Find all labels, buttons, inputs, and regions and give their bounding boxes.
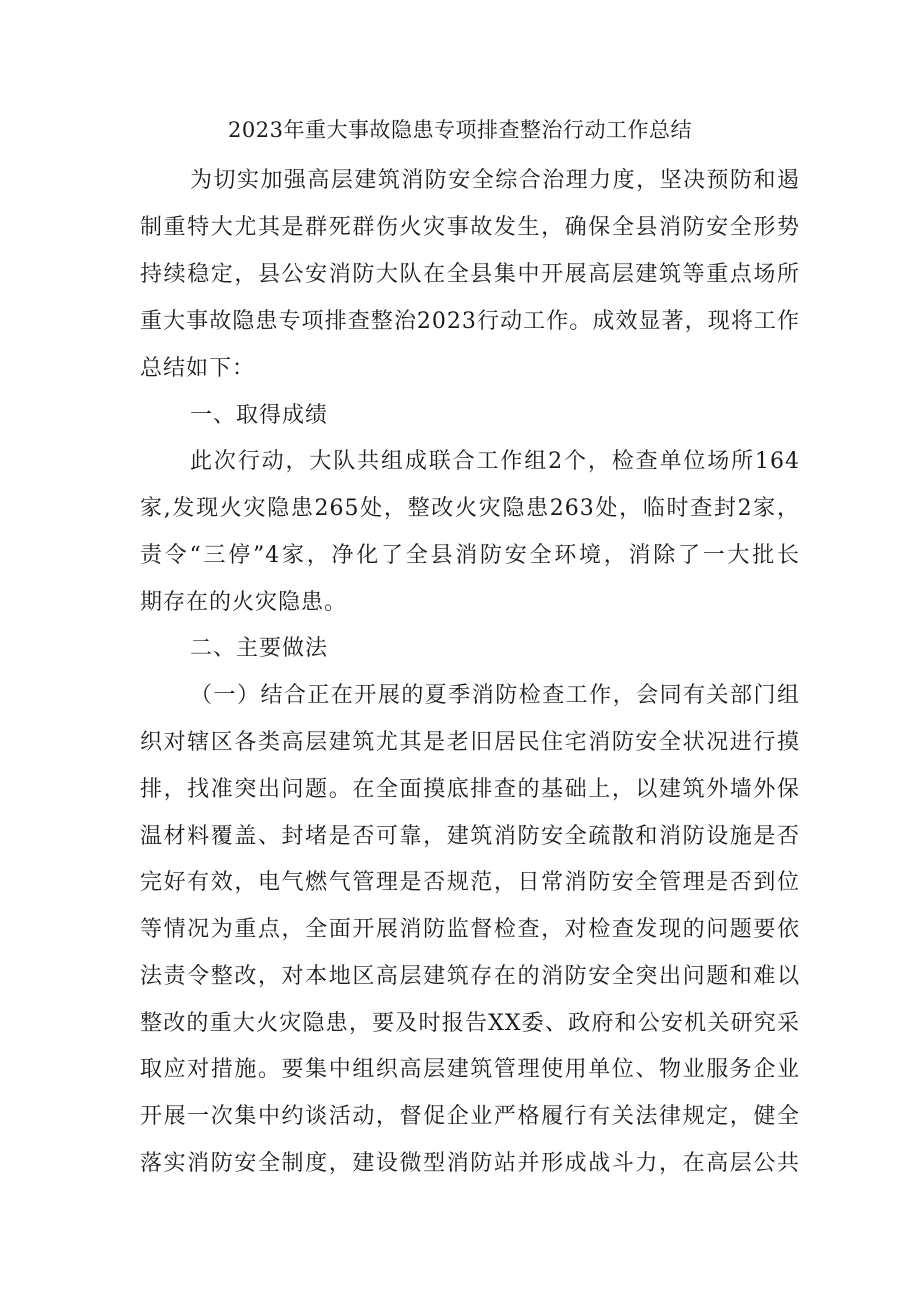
paragraph-line: 落实消防安全制度，建设微型消防站并形成战斗力，在高层公共 bbox=[140, 1151, 800, 1176]
paragraph-line: 取应对措施。要集中组织高层建筑管理使用单位、物业服务企业 bbox=[140, 1057, 800, 1082]
paragraph-line: 责令“三停”4家，净化了全县消防安全环境，消除了一大批长 bbox=[140, 543, 800, 568]
paragraph-line: 家,发现火灾隐患265处，整改火灾隐患263处，临时查封2家， bbox=[140, 496, 800, 521]
paragraph-line: 整改的重大火灾隐患，要及时报告XX委、政府和公安机关研究采 bbox=[140, 1011, 800, 1036]
paragraph-line: 等情况为重点，全面开展消防监督检查，对检查发现的问题要依 bbox=[140, 917, 800, 942]
paragraph-line: 温材料覆盖、封堵是否可靠，建筑消防安全疏散和消防设施是否 bbox=[140, 824, 800, 849]
paragraph-line: 制重特大尤其是群死群伤火灾事故发生，确保全县消防安全形势 bbox=[140, 215, 800, 240]
paragraph-line: 为切实加强高层建筑消防安全综合治理力度，坚决预防和遏 bbox=[190, 168, 800, 193]
paragraph-line: 织对辖区各类高层建筑尤其是老旧居民住宅消防安全状况进行摸 bbox=[140, 730, 800, 755]
section-heading: 二、主要做法 bbox=[190, 636, 329, 661]
paragraph-line: 排，找准突出问题。在全面摸底排查的基础上，以建筑外墙外保 bbox=[140, 777, 800, 802]
paragraph-line: 完好有效，电气燃气管理是否规范，日常消防安全管理是否到位 bbox=[140, 870, 800, 895]
paragraph-line: （一）结合正在开展的夏季消防检查工作，会同有关部门组 bbox=[190, 683, 800, 708]
paragraph-line: 总结如下： bbox=[140, 356, 256, 381]
paragraph-line: 持续稳定，县公安消防大队在全县集中开展高层建筑等重点场所 bbox=[140, 262, 800, 287]
section-heading: 一、取得成绩 bbox=[190, 403, 329, 428]
paragraph-line: 此次行动，大队共组成联合工作组2个，检查单位场所164 bbox=[190, 449, 800, 474]
paragraph-line: 开展一次集中约谈活动，督促企业严格履行有关法律规定，健全 bbox=[140, 1104, 800, 1129]
paragraph-line: 重大事故隐患专项排查整治2023行动工作。成效显著，现将工作 bbox=[140, 309, 800, 334]
paragraph-line: 期存在的火灾隐患。 bbox=[140, 590, 348, 615]
paragraph-line: 法责令整改，对本地区高层建筑存在的消防安全突出问题和难以 bbox=[140, 964, 800, 989]
document-title: 2023年重大事故隐患专项排查整治行动工作总结 bbox=[228, 118, 692, 142]
